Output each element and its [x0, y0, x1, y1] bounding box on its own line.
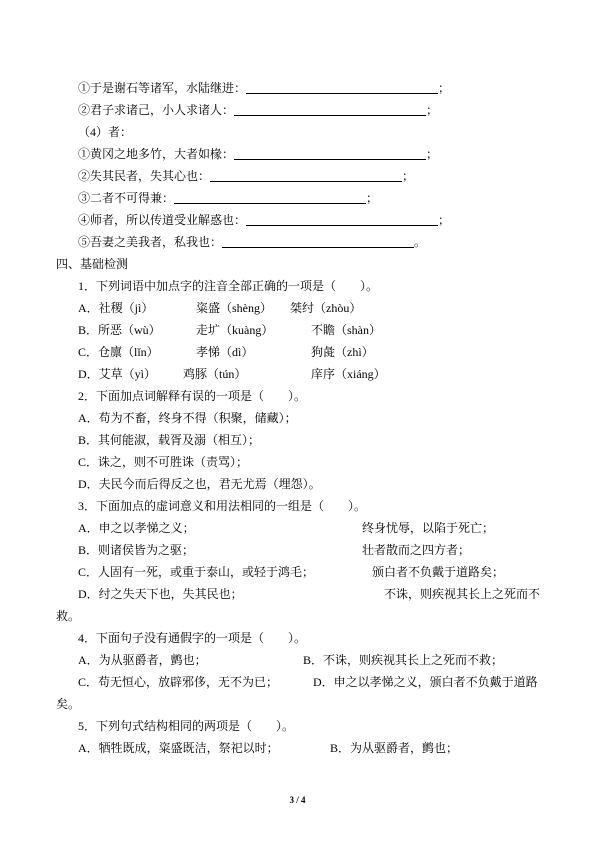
option-text: C．仓廪（lǐn） — [78, 345, 159, 359]
section-heading: 四、基础检测 — [56, 257, 129, 271]
answer-blank — [210, 167, 402, 182]
fill-item-end: ； — [366, 191, 379, 205]
option-left: D．纣之失天下也，失其民也； — [78, 587, 243, 601]
option-row — [0, 561, 595, 583]
fill-item-text: ②失其民者，失其心也： — [78, 169, 211, 183]
option-text: B．其何能淑，载胥及溺（相互）； — [78, 433, 261, 447]
option-left: A．申之以孝悌之义； — [78, 521, 195, 535]
page-content — [0, 77, 595, 759]
option-text: C．苟无恒心，放辟邪侈，无不为已； — [78, 675, 279, 689]
fill-item-end: ； — [438, 213, 451, 227]
option-text: B．不诛，则疾视其长上之死而不救； — [303, 653, 504, 667]
question-stem: 1．下列词语中加点字的注音全部正确的一项是（ ）。 — [78, 279, 379, 293]
fill-item — [0, 165, 595, 187]
option-text: B．为从驱爵者，鹯也； — [330, 741, 459, 755]
option-right: 不诛，则疾视其长上之死而不 — [384, 587, 541, 601]
option-right: 壮者散而之四方者； — [362, 543, 471, 557]
option-text: A．苟为不畜，终身不得（积聚，储藏）； — [78, 411, 297, 425]
fill-item-end: ； — [402, 169, 415, 183]
fill-item — [0, 99, 595, 121]
fill-item-end: 。 — [414, 235, 427, 249]
answer-blank — [234, 101, 426, 116]
answer-blank — [246, 79, 438, 94]
option-text: 鸡豚（tún） — [183, 367, 247, 381]
page-number: 3 / 4 — [289, 795, 306, 805]
option-left: B．则诸侯皆为之驱； — [78, 543, 195, 557]
fill-item — [0, 77, 595, 99]
fill-item — [0, 231, 595, 253]
fill-item-text: ④师者，所以传道受业解惑也： — [78, 213, 247, 227]
option-text: 狗彘（zhì） — [311, 345, 374, 359]
option-text: D．夫民今而后得反之也，君无尤焉（埋怨）。 — [78, 477, 321, 491]
question-stem: 5．下列句式结构相同的两项是（ ）。 — [78, 719, 295, 733]
answer-blank — [222, 233, 414, 248]
option-row — [0, 539, 595, 561]
fill-item-text: ⑤吾妻之美我者，私我也： — [78, 235, 223, 249]
fill-item-text: ①于是谢石等诸军，水陆继进： — [78, 81, 247, 95]
option-row — [0, 671, 595, 693]
option-wrap: 救。 — [56, 609, 81, 623]
option-text: A．为从驱爵者，鹯也； — [78, 653, 207, 667]
option-text: 走圹（kuàng） — [196, 323, 274, 337]
fill-item-text: ②君子求诸己，小人求诸人： — [78, 103, 235, 117]
option-row — [0, 341, 595, 363]
option-text: C．诛之，则不可胜诛（责骂）； — [78, 455, 249, 469]
option-row — [0, 319, 595, 341]
answer-blank — [246, 211, 438, 226]
option-text: 庠序（xiáng） — [311, 367, 386, 381]
fill-item-text: ①黄冈之地多竹，大者如椽： — [78, 147, 235, 161]
fill-item-end: ； — [426, 103, 439, 117]
option-text: 孝悌（dì） — [196, 345, 254, 359]
option-row — [0, 583, 595, 605]
option-right: 终身忧辱，以陷于死亡； — [362, 521, 495, 535]
option-row — [0, 297, 595, 319]
option-right: 颁白者不负戴于道路矣； — [372, 565, 505, 579]
option-wrap: 矣。 — [56, 697, 81, 711]
fill-item — [0, 143, 595, 165]
option-text: 不瞻（shàn） — [311, 323, 381, 337]
question-stem: 2．下面加点词解释有误的一项是（ ）。 — [78, 389, 307, 403]
option-text: A．社稷（jì） — [78, 301, 154, 315]
fill-item — [0, 209, 595, 231]
fill-item-text: ③二者不可得兼： — [78, 191, 175, 205]
fill-item-end: ； — [426, 147, 439, 161]
option-row — [0, 737, 595, 759]
fill-item — [0, 187, 595, 209]
option-text: 粢盛（shèng） — [196, 301, 272, 315]
option-text: A．牺牲既成，粢盛既洁，祭祀以时； — [78, 741, 279, 755]
option-row — [0, 517, 595, 539]
option-row — [0, 363, 595, 385]
option-row — [0, 649, 595, 671]
option-text: D．申之以孝悌之义，颁白者不负戴于道路 — [313, 675, 538, 689]
option-text: 桀纣（zhòu） — [290, 301, 362, 315]
answer-blank — [234, 145, 426, 160]
fill-item-end: ； — [438, 81, 451, 95]
question-stem: 4．下面句子没有通假字的一项是（ ）。 — [78, 631, 307, 645]
option-left: C．人固有一死，或重于泰山，或轻于鸿毛； — [78, 565, 315, 579]
answer-blank — [174, 189, 366, 204]
question-stem: 3．下面加点的虚词意义和用法相同的一组是（ ）。 — [78, 499, 367, 513]
option-text: D．艾草（yì） — [78, 367, 157, 381]
option-text: B．所恶（wù） — [78, 323, 161, 337]
subsection-heading: （4）者： — [78, 125, 133, 139]
